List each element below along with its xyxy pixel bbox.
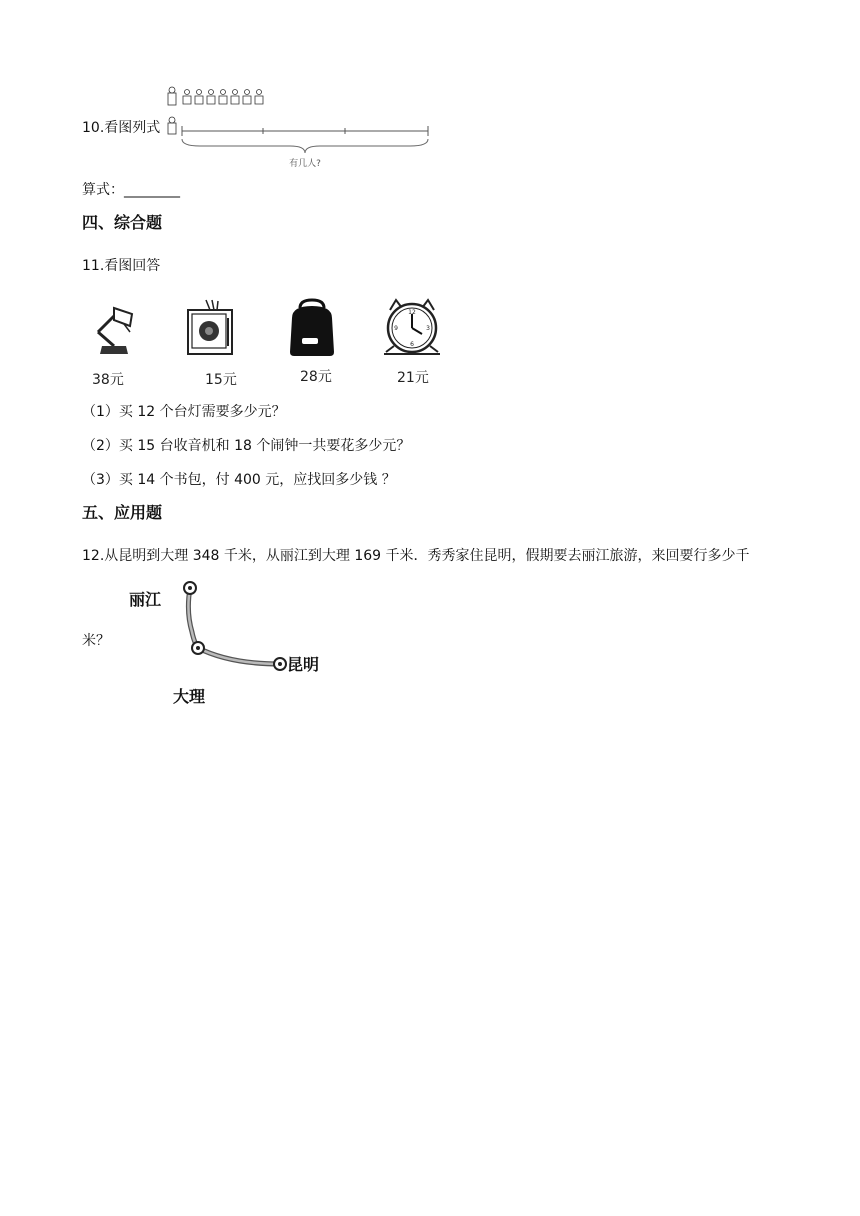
- clock-icon: [382, 296, 442, 358]
- q11-sub3: （3）买 14 个书包，付 400 元，应找回多少钱 ？: [82, 472, 396, 488]
- lijiang-marker-icon: [184, 582, 196, 594]
- q12-line2: 米？: [82, 633, 110, 649]
- section5-title: 五、应用题: [82, 503, 163, 522]
- lamp-icon: [84, 302, 140, 358]
- q11-sub2: （2）买 15 台收音机和 18 个闹钟一共要花多少元？: [82, 438, 411, 454]
- q11-sub1: （1）买 12 个台灯需要多少元？: [82, 404, 286, 420]
- svg-text:9: 9: [394, 325, 398, 332]
- people-row-icon: [168, 87, 263, 105]
- q10-line-diagram: [160, 84, 435, 174]
- dali-marker-icon: [192, 642, 204, 654]
- radio-icon: [184, 298, 236, 358]
- map-label-dali: 大理: [173, 687, 206, 706]
- svg-text:12: 12: [408, 309, 416, 316]
- q10-formula-blank[interactable]: 算式：________: [82, 182, 180, 198]
- q12-line1: 12.从昆明到大理 348 千米，从丽江到大理 169 千米．秀秀家住昆明，假期要去丽江旅游，来回要行多少千: [82, 548, 750, 564]
- map-label-lijiang: 丽江: [129, 590, 162, 609]
- person-icon: [168, 117, 176, 134]
- section4-title: 四、综合题: [82, 213, 163, 232]
- map-label-kunming: 昆明: [287, 655, 320, 674]
- backpack-price: 28元: [300, 369, 332, 385]
- svg-text:3: 3: [426, 325, 430, 332]
- kunming-marker-icon: [274, 658, 286, 670]
- svg-text:6: 6: [410, 341, 414, 348]
- q11-title: 11.看图回答: [82, 258, 161, 274]
- clock-price: 21元: [397, 370, 429, 386]
- backpack-icon: [286, 298, 338, 358]
- q10-diagram-caption: 有几人?: [289, 159, 321, 169]
- radio-price: 15元: [205, 372, 237, 388]
- q10-label: 10.看图列式: [82, 120, 161, 136]
- lamp-price: 38元: [92, 372, 124, 388]
